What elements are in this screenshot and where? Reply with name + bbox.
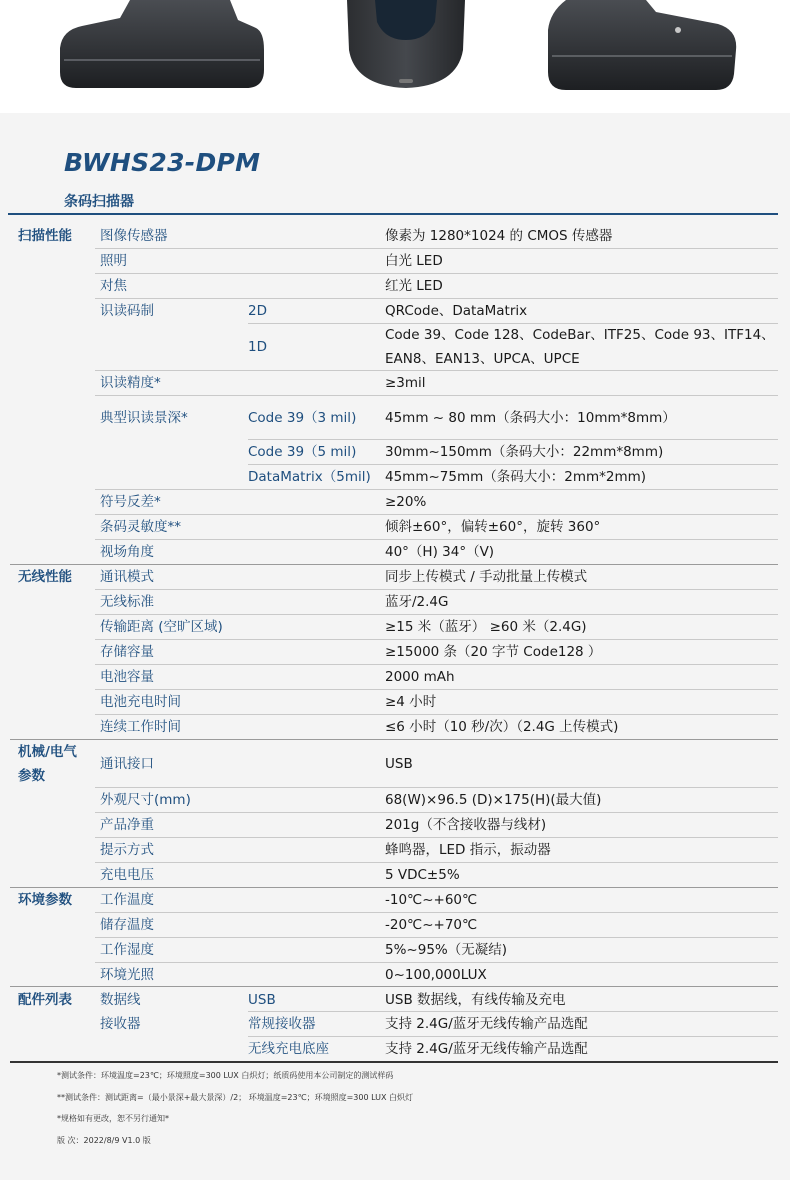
model-title: BWHS23-DPM <box>64 148 261 177</box>
title-divider <box>8 213 778 215</box>
spec-item-label: 外观尺寸(mm) <box>100 792 191 808</box>
table-bottom-rule <box>10 1061 778 1063</box>
spec-value: 0~100,000LUX <box>385 967 487 983</box>
spec-row <box>10 371 778 396</box>
spec-value: EAN8、EAN13、UPCA、UPCE <box>385 351 580 367</box>
spec-item-label: 视场角度 <box>100 544 154 560</box>
spec-row <box>10 1012 778 1037</box>
spec-item-label: 条码灵敏度** <box>100 519 181 535</box>
spec-row <box>10 515 778 540</box>
spec-value: ≥4 小时 <box>385 694 437 710</box>
spec-value: USB <box>385 756 413 772</box>
spec-row <box>10 938 778 963</box>
spec-value: 5%~95%（无凝结) <box>385 942 508 958</box>
spec-sub-label: DataMatrix（5mil) <box>248 469 371 485</box>
spec-row <box>10 788 778 813</box>
spec-item-label: 连续工作时间 <box>100 719 181 735</box>
spec-item-label: 识读码制 <box>100 303 154 319</box>
spec-row <box>10 988 778 1012</box>
spec-item-label: 充电电压 <box>100 867 154 883</box>
spec-row <box>10 1037 778 1061</box>
spec-item-label: 储存温度 <box>100 917 154 933</box>
spec-row <box>10 299 778 324</box>
spec-item-label: 工作温度 <box>100 892 154 908</box>
spec-value: 红光 LED <box>385 278 443 294</box>
spec-value: 蓝牙/2.4G <box>385 594 449 610</box>
spec-value: Code 39、Code 128、CodeBar、ITF25、Code 93、ITF14、 <box>385 327 775 343</box>
spec-row <box>10 590 778 615</box>
row-divider <box>10 986 778 987</box>
spec-item-label: 识读精度* <box>100 375 161 391</box>
spec-value: 45mm ~ 80 mm（条码大小：10mm*8mm） <box>385 410 676 426</box>
spec-item-label: 无线标准 <box>100 594 154 610</box>
spec-item-label: 工作湿度 <box>100 942 154 958</box>
spec-row <box>10 465 778 490</box>
spec-value: ≥15000 条（20 字节 Code128 ） <box>385 644 602 660</box>
spec-item-label: 通讯模式 <box>100 569 154 585</box>
spec-value: 支持 2.4G/蓝牙无线传输产品选配 <box>385 1016 588 1032</box>
scanner-base-right-image <box>546 0 738 92</box>
spec-item-label: 通讯接口 <box>100 756 154 772</box>
spec-group-label: 环境参数 <box>18 892 72 908</box>
spec-row <box>10 615 778 640</box>
spec-value: ≥20% <box>385 494 427 510</box>
spec-value: 2000 mAh <box>385 669 455 685</box>
spec-sub-label: USB <box>248 992 276 1008</box>
spec-value: 201g（不含接收器与线材) <box>385 817 547 833</box>
spec-row <box>10 640 778 665</box>
spec-value: 白光 LED <box>385 253 443 269</box>
spec-item-label: 提示方式 <box>100 842 154 858</box>
spec-item-label: 图像传感器 <box>100 228 168 244</box>
spec-item-label: 存储容量 <box>100 644 154 660</box>
product-type-subtitle: 条码扫描器 <box>64 194 134 210</box>
spec-value: 蜂鸣器，LED 指示，振动器 <box>385 842 551 858</box>
spec-value: QRCode、DataMatrix <box>385 303 528 319</box>
spec-row <box>10 863 778 888</box>
spec-item-label: 产品净重 <box>100 817 154 833</box>
spec-item-label: 电池容量 <box>100 669 154 685</box>
spec-group-label: 参数 <box>18 768 45 784</box>
scanner-front-image <box>347 0 465 92</box>
spec-row <box>10 540 778 565</box>
spec-item-label: 环境光照 <box>100 967 154 983</box>
spec-sub-label: 1D <box>248 339 267 355</box>
spec-item-label: 照明 <box>100 253 127 269</box>
footnote-test-conditions: *测试条件：环境温度=23℃；环境照度=300 LUX 白炽灯；纸质码使用本公司制定的测试样码 <box>57 1071 394 1080</box>
spec-row <box>10 565 778 590</box>
spec-value: 同步上传模式 / 手动批量上传模式 <box>385 569 588 585</box>
footnote-sensitivity-conditions: **测试条件：测试距离=（最小景深+最大景深）/2； 环境温度=23℃；环境照度=300 LUX 白炽灯 <box>57 1093 414 1102</box>
spec-sub-label: Code 39（5 mil) <box>248 444 357 460</box>
spec-item-label: 数据线 <box>100 992 141 1008</box>
spec-row <box>10 396 778 440</box>
spec-row <box>10 490 778 515</box>
spec-sub-label: Code 39（3 mil) <box>248 410 357 426</box>
spec-row <box>10 440 778 465</box>
spec-sub-label: 无线充电底座 <box>248 1041 329 1057</box>
spec-item-label: 符号反差* <box>100 494 161 510</box>
spec-row <box>10 665 778 690</box>
scanner-base-left-image <box>60 0 264 92</box>
spec-row <box>10 963 778 987</box>
spec-item-label: 电池充电时间 <box>100 694 181 710</box>
spec-row <box>10 813 778 838</box>
spec-value: 40°（H) 34°（V) <box>385 544 495 560</box>
spec-group-label: 机械/电气 <box>18 744 77 760</box>
spec-row <box>10 888 778 913</box>
footnote-change-notice: *规格如有更改，恕不另行通知* <box>57 1114 169 1123</box>
spec-sub-label: 2D <box>248 303 267 319</box>
spec-value: ≥3mil <box>385 375 426 391</box>
spec-row <box>10 838 778 863</box>
spec-value: 68(W)×96.5 (D)×175(H)(最大值) <box>385 792 602 808</box>
spec-value: ≥15 米（蓝牙） ≥60 米（2.4G) <box>385 619 587 635</box>
spec-row <box>10 324 778 371</box>
spec-row <box>10 274 778 299</box>
spec-value: 支持 2.4G/蓝牙无线传输产品选配 <box>385 1041 588 1057</box>
spec-row <box>10 224 778 249</box>
spec-row <box>10 690 778 715</box>
spec-group-label: 无线性能 <box>18 569 72 585</box>
spec-value: 45mm~75mm（条码大小：2mm*2mm) <box>385 469 647 485</box>
spec-row <box>10 913 778 938</box>
spec-value: -20℃~+70℃ <box>385 917 478 933</box>
spec-item-label: 传输距离 (空旷区域) <box>100 619 223 635</box>
spec-item-label: 接收器 <box>100 1016 141 1032</box>
spec-item-label: 典型识读景深* <box>100 410 188 426</box>
spec-row <box>10 740 778 788</box>
spec-value: 5 VDC±5% <box>385 867 460 883</box>
spec-group-label: 配件列表 <box>18 992 72 1008</box>
spec-value: -10℃~+60℃ <box>385 892 478 908</box>
spec-row <box>10 249 778 274</box>
spec-value: 倾斜±60°，偏转±60°，旋转 360° <box>385 519 601 535</box>
spec-sub-label: 常规接收器 <box>248 1016 316 1032</box>
product-photo-strip <box>0 0 790 113</box>
spec-value: USB 数据线，有线传输及充电 <box>385 992 566 1008</box>
spec-value: 像素为 1280*1024 的 CMOS 传感器 <box>385 228 613 244</box>
spec-value: ≤6 小时（10 秒/次）（2.4G 上传模式) <box>385 719 619 735</box>
spec-row <box>10 715 778 740</box>
spec-item-label: 对焦 <box>100 278 127 294</box>
spec-group-label: 扫描性能 <box>18 228 72 244</box>
footnote-version: 版 次：2022/8/9 V1.0 版 <box>57 1136 151 1145</box>
spec-value: 30mm~150mm（条码大小：22mm*8mm) <box>385 444 664 460</box>
